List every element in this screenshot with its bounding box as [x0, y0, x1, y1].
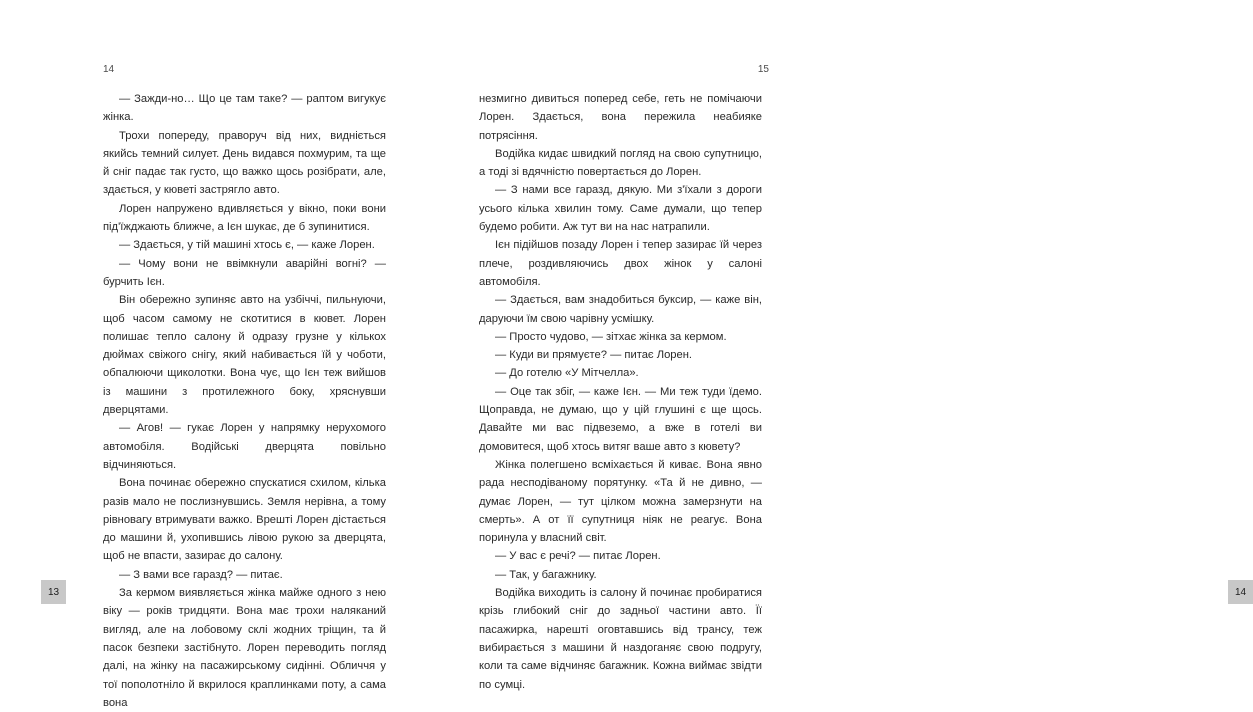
paragraph: Вона починає обережно спускатися схилом, кілька разів мало не послизнувшись. Земля нерівна, а тому рівновагу втримувати важко. Врешті Лорен дістається до машини й, ухопившись лівою рукою за дверцята, щоб не впасти, зазирає до салону. [103, 477, 386, 563]
paragraph-continuation: незмигно дивиться поперед себе, геть не помічаючи Лорен. Здається, вона пережила неабияке потрясіння. [479, 93, 762, 142]
paragraph: — Зажди-но… Що це там таке? — раптом вигукує жінка. [103, 93, 386, 124]
paragraph: — У вас є речі? — питає Лорен. [495, 550, 661, 563]
right-page-text [479, 90, 762, 694]
paragraph: — З вами все гаразд? — питає. [119, 568, 283, 581]
paragraph: Трохи попереду, праворуч від них, виднiється якийсь темний силует. День видався похмурим, та ще й сніг падає так густо, що важко щось розібрати, але, здається, у кюветі застрягло авто. [103, 129, 386, 197]
paragraph: — Оце так збіг, — каже Ієн. — Ми теж туди їдемо. Щоправда, не думаю, що у цій глушині є ще щось. Давайте ми вас підвеземо, а вже в готелі ви домовитеся, щоб хтось витяг ваше авто з кювету? [479, 385, 762, 453]
paragraph: — Здається, вам знадобиться буксир, — каже він, даруючи їм свою чарівну усмішку. [479, 294, 762, 325]
paragraph: — Чому вони не ввімкнули аварійні вогні? — бурчить Ієн. [103, 257, 386, 288]
paragraph: Жінка полегшено всміхається й киває. Вона явно рада несподіваному порятунку. «Та й не дивно, — думає Лорен, — тут цілком можна замерзнути на смерть». А от її супутниця ніяк не реагує. Вона поринула у власний світ. [479, 458, 762, 545]
paragraph: — До готелю «У Мітчелла». [495, 367, 639, 380]
paragraph: — Просто чудово, — зітхає жінка за кермом. [495, 330, 727, 343]
paragraph: Водійка кидає швидкий погляд на свою супутницю, а тоді зі вдячністю повертається до Лорен. [479, 147, 762, 179]
paragraph: — Здається, у тій машині хтось є, — каже Лорен. [119, 239, 375, 252]
paragraph: — Агов! — гукає Лорен у напрямку нерухомого автомобіля. Водійські дверцята повільно відчиняються. [103, 422, 386, 471]
left-page-header-number: 14 [103, 64, 115, 75]
paragraph: — Куди ви прямуєте? — питає Лорен. [495, 349, 693, 362]
left-page-tab-number: 13 [41, 580, 66, 604]
paragraph: Водійка виходить із салону й починає пробиратися крізь глибокий сніг до задньої частини авто. Її пасажирка, нарешті оговтавшись від трансу, теж вибирається з машини й наздоганяє свою подругу, коли та саме відчиняє багажник. Кожна виймає звідти по сумці. [479, 587, 762, 691]
paragraph: За кермом виявляється жінка майже одного з нею віку — років тридцяти. Вона має трохи наляканий вигляд, але на лобовому склі жодних тріщин, та й пасок безпеки застібнуто. Лорен переводить погляд далі, на жінку на пасажирському сидінні. Обличчя у тої пополотніло й вкрилося краплинками поту, а сама вона [103, 587, 386, 709]
right-page-header-number: 15 [757, 64, 769, 75]
right-page-tab-number: 14 [1228, 580, 1253, 604]
left-page-text [103, 90, 386, 712]
left-page [0, 0, 430, 709]
paragraph: — З нами все гаразд, дякую. Ми з'їхали з дороги усього кілька хвилин тому. Саме думали, що тепер будемо робити. Аж тут ви на нас натрапили. [479, 184, 762, 234]
paragraph: Він обережно зупиняє авто на узбіччі, пильнуючи, щоб часом самому не скотитися в кювет. Лорен полишає тепло салону й одразу грузне у кількох дюймах свіжого снігу, який набивається їй у чоботи, обпалюючи щиколотки. Вона чує, що Ієн теж вийшов із машини з протилежного боку, хряснувши дверцятами. [103, 294, 386, 417]
right-page [431, 0, 1247, 691]
paragraph: — Так, у багажнику. [495, 568, 597, 581]
paragraph: Ієн підійшов позаду Лорен і тепер зазирає їй через плече, роздивляючись двох жінок у салоні автомобіля. [479, 239, 762, 288]
paragraph: Лорен напружено вдивляється у вікно, поки вони під'їжджають ближче, а Ієн шукає, де б зупинитися. [103, 202, 386, 234]
